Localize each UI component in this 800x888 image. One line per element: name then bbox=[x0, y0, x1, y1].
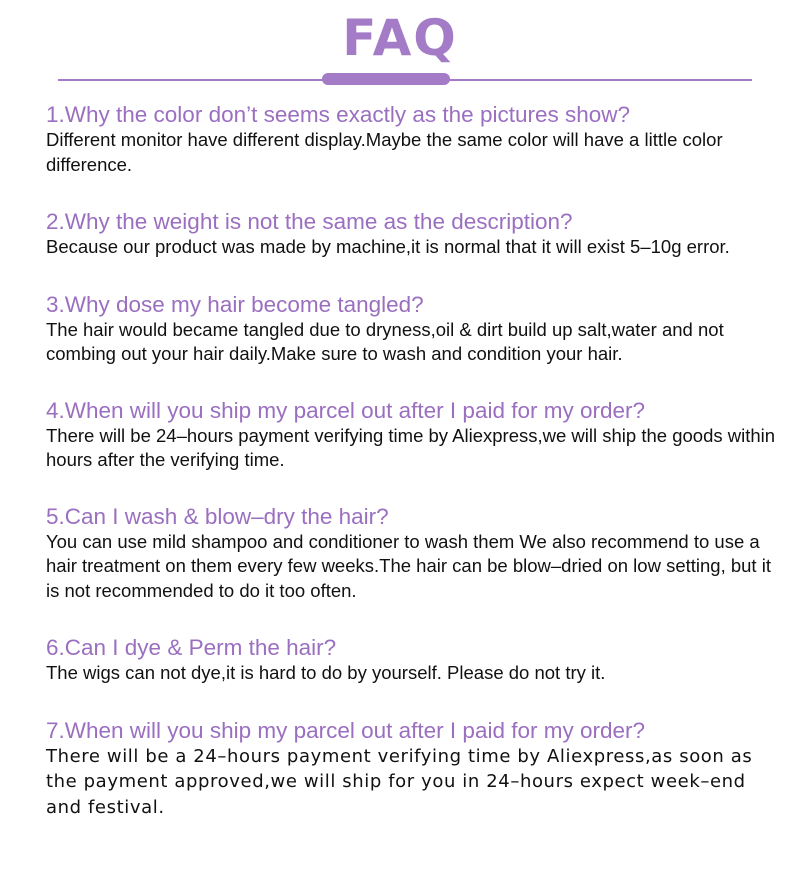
faq-answer: Different monitor have different display.Maybe the same color will have a little color difference. bbox=[46, 129, 723, 175]
faq-question: 4.When will you ship my parcel out after I paid for my order? bbox=[46, 397, 646, 423]
faq-answer: Because our product was made by machine,it is normal that it will exist 5–10g error. bbox=[46, 236, 730, 257]
faq-question: 6.Can I dye & Perm the hair? bbox=[46, 635, 337, 660]
faq-question: 7.When will you ship my parcel out after I paid for my order? bbox=[46, 717, 646, 743]
faq-answer: The wigs can not dye,it is hard to do by yourself. Please do not try it. bbox=[46, 662, 606, 683]
faq-question: 3.Why dose my hair become tangled? bbox=[46, 291, 424, 317]
faq-list bbox=[46, 101, 776, 820]
faq-answer: There will be a 24–hours payment verifying time by Aliexpress,as soon as the payment approved,we will ship for you in 24–hours expect week–end and festival. bbox=[46, 745, 753, 818]
faq-item-2 bbox=[46, 208, 776, 260]
title-divider-pill bbox=[322, 73, 450, 85]
faq-item-1 bbox=[46, 101, 776, 177]
page-title: FAQ bbox=[342, 9, 458, 67]
faq-question: 2.Why the weight is not the same as the description? bbox=[46, 209, 573, 234]
faq-item-5 bbox=[46, 503, 776, 604]
faq-answer: You can use mild shampoo and conditioner to wash them We also recommend to use a hair treatment on them every few weeks.The hair can be blow–dried on low setting, but it is not recommended to do it too often. bbox=[46, 530, 771, 601]
faq-question: 5.Can I wash & blow–dry the hair? bbox=[46, 503, 389, 529]
faq-item-3 bbox=[46, 291, 776, 367]
faq-answer: The hair would became tangled due to dryness,oil & dirt build up salt,water and not combing out your hair daily.Make sure to wash and condition your hair. bbox=[46, 318, 724, 364]
faq-item-4 bbox=[46, 397, 776, 473]
faq-header bbox=[0, 0, 800, 90]
faq-item-6 bbox=[46, 634, 776, 686]
faq-item-7 bbox=[46, 717, 776, 821]
faq-answer: There will be 24–hours payment verifying time by Aliexpress,we will ship the goods within hours after the verifying time. bbox=[46, 424, 776, 470]
faq-question: 1.Why the color don’t seems exactly as the pictures show? bbox=[46, 102, 631, 127]
